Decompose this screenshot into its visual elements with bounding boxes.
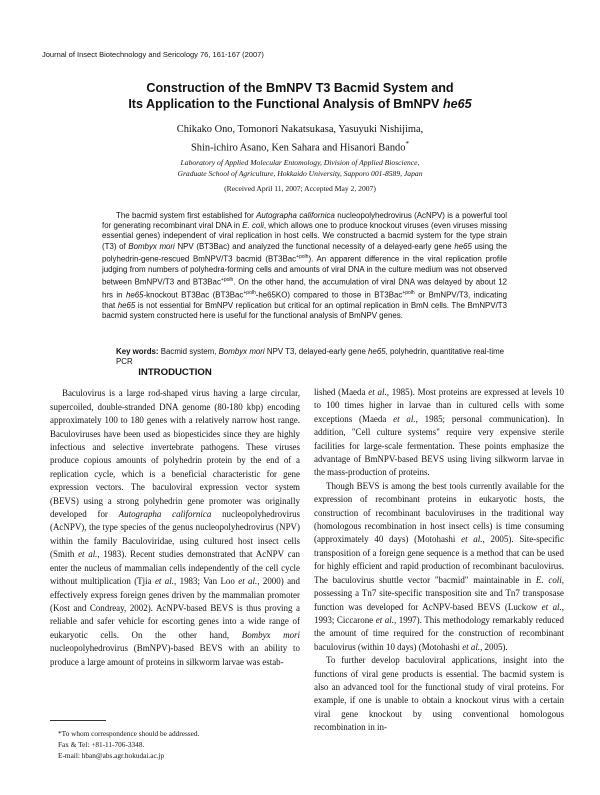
journal-citation: Journal of Insect Biotechnology and Sericology 76, 161-167 (2007) (42, 50, 264, 59)
body-paragraph: Though BEVS is among the best tools currently available for the expression of recombinant proteins in eukaryotic hosts, the construction of recombinant baculoviruses in the traditional way (homologous recombination in host insect cells) is time consuming (approximately 40 days) (Motohashi et al., 2005). Site-specific transposition of a foreign gene sequence is a method that can be used for highly efficient and rapid production of recombinant baculovirus. The baculovirus shuttle vector "bacmid" maintainable in E. coli, possessing a Tn7 site-specific transposition site and Tn7 transposase function was developed for AcNPV-based BEVS (Luckow et al., 1993; Ciccarone et al., 1997). This methodology remarkably reduced the amount of time required for the construction of recombinant baculovirus (within 10 days) (Motohashi et al., 2005). (314, 480, 564, 652)
footnote-divider (50, 720, 106, 721)
footnotes (58, 728, 199, 761)
title-line-2 (40, 96, 560, 112)
received-dates: (Received April 11, 2007; Accepted May 2, 2007) (224, 184, 376, 193)
body-column-right (314, 386, 564, 735)
body-column-left (50, 366, 300, 669)
title-gene-name: he65 (442, 97, 472, 111)
author-list (40, 123, 560, 155)
keywords: Key words: Bacmid system, Bombyx mori NPV T3, delayed-early gene he65, polyhedrin, quantitative real-time PCR (116, 347, 505, 367)
body-paragraph: lished (Maeda et al., 1985). Most proteins are expressed at levels 10 to 100 times higher in larvae than in cultured cells with some exceptions (Maeda et al., 1985; personal communication). In addition, "Cell culture systems" require very expensive sterile facilities for large-scale fermentation. These points emphasize the advantage of BmNPV-based BEVS using living silkworm larvae in the mass-production of proteins. (314, 387, 565, 478)
title-line-2-text: Its Application to the Functional Analysis of BmNPV (128, 97, 443, 111)
affiliation (40, 157, 560, 179)
authors-line-1: Chikako Ono, Tomonori Nakatsukasa, Yasuyuki Nishijima, (176, 124, 424, 135)
footnote-fax: Fax & Tel: +81-11-706-3348. (58, 740, 145, 749)
abstract-paragraph: The bacmid system first established for Autographa californica nucleopolyhedrovirus (AcNPV) is a powerful tool for generating recombinant viral DNA in E. coli, which allows one to produce knockout viruses (even viruses missing essential genes) independent of viral replication in host cells. We constructed a bacmid system for the type strain (T3) of Bombyx mori NPV (BT3Bac) and analyzed the functional necessity of a delayed-early gene he65 using the polyhedrin-gene-rescued BmNPV/T3 bacmid (BT3Bac$^{+polh}$). An apparent difference in the viral replication profile judging from numbers of polyhedra-forming cells and amounts of viral DNA in the culture medium was not observed between BmNPV/T3 and BT3Bac$^{+polh}$. On the other hand, the accumulation of viral DNA was delayed by about 12 hrs in he65-knockout BT3Bac (BT3Bac$^{+polh}$-he65KO) compared to those in BT3Bac$^{+polh}$ or BmNPV/T3, indicating that he65 is not essential for BmNPV replication but critical for an optimal replication in BmN cells. The BmNPV/T3 bacmid system constructed here is useful for the functional analysis of BmNPV genes. (102, 211, 508, 320)
paper-title (40, 80, 560, 112)
title-line-1: Construction of the BmNPV T3 Bacmid System and (146, 81, 454, 95)
footnote-email: E-mail: hban@abs.agr.hokudai.ac.jp (58, 751, 165, 760)
footnote-correspondence: *To whom correspondence should be addressed. (58, 729, 200, 738)
body-paragraph: Baculovirus is a large rod-shaped virus having a large circular, supercoiled, double-stranded DNA genome (80-180 kbp) encoding approximately 100 to 180 genes with a relatively narrow host range. Baculoviruses have been used as biopesticides since they are highly infectious and selective invertebrate pathogens. These viruses produce copious amounts of polyhedrin protein by the end of a replication cycle, which is a beneficial characteristic for gene expression vectors. The baculoviral expression vector system (BEVS) using a strong polyhedrin gene promoter was originally developed for Autographa californica nucleopolyhedrovirus (AcNPV), the type species of the genus nucleopolyhedrovirus (NPV) within the family Baculoviridae, using cultured host insect cells (Smith et al., 1983). Recent studies demonstrated that AcNPV can enter the nucleus of mammalian cells independently of the cell cycle without multiplication (Tjia et al., 1983; Van Loo et al., 2000) and effectively express foreign genes driven by the mammalian promoter (Kost and Condreay, 2002). AcNPV-based BEVS is thus proving a reliable and safer vehicle for escorting genes into a wide range of eukaryotic cells. On the other hand, Bombyx mori nucleopolyhedrovirus (BmNPV)-based BEVS with an ability to produce a large amount of proteins in silkworm larvae was estab- (50, 388, 301, 667)
abstract (102, 211, 507, 321)
section-heading-introduction: INTRODUCTION (138, 367, 212, 378)
authors-line-2-text: Shin-ichiro Asano, Ken Sahara and Hisanori Bando (191, 142, 406, 154)
body-paragraph: To further develop baculoviral applications, insight into the functions of viral gene products is essential. The bacmid system is also an advanced tool for the functional study of viral proteins. For example, if one is unable to obtain a knockout virus with a certain viral gene knockout by using conventional homologous recombination in in- (314, 655, 564, 733)
keywords-label: Key words: (116, 347, 159, 356)
affiliation-line-2: Graduate School of Agriculture, Hokkaido University, Sapporo 001-8589, Japan (177, 169, 423, 178)
authors-line-2 (40, 137, 560, 155)
affiliation-line-1: Laboratory of Applied Molecular Entomology, Division of Applied Bioscience, (180, 158, 420, 167)
corresponding-author-mark: * (405, 140, 409, 148)
